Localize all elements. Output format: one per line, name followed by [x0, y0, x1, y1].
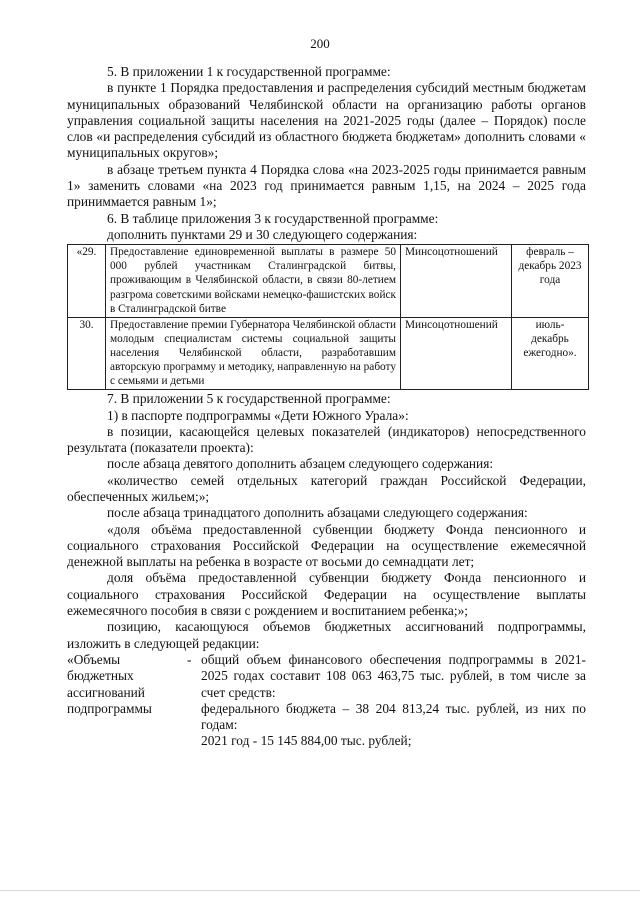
section-heading: 7. В приложении 5 к государственной программе:	[107, 391, 391, 407]
row-number: 30.	[68, 317, 106, 389]
row-description: Предоставление премии Губернатора Челябинской области молодым специалистам системы социальной защиты населения Челябинской области, разработавшим авторскую программу и методику, направленную на работу с семьями и детьми	[106, 317, 401, 389]
row-description: Предоставление единовременной выплаты в размере 50 000 рублей участникам Сталинградской битвы, проживающим в Челябинской области, в связи 80-летием разгрома советскими войсками немецко-фашистских войск в Сталинградской битве	[106, 245, 401, 317]
scan-edge-line	[0, 890, 640, 891]
financing-value	[201, 652, 586, 750]
financing-label-line: бюджетных	[67, 668, 134, 684]
financing-block	[67, 652, 586, 750]
financing-label-line: ассигнований	[67, 684, 145, 700]
financing-value-line: 2021 год - 15 145 884,00 тыс. рублей;	[201, 733, 412, 749]
row-number: «29.	[68, 245, 106, 317]
row-executor: Минсоцотношений	[401, 245, 512, 317]
financing-label-line: подпрограммы	[67, 700, 152, 716]
table-row	[68, 245, 589, 317]
financing-dash: -	[187, 651, 192, 667]
paragraph: «доля объёма предоставленной субвенции бюджету Фонда пенсионного и социального страхования Российской Федерации на осуществление ежемесячной денежной выплаты на ребенка в возрасте от восьми до семнадцати лет;	[67, 521, 586, 570]
paragraph: в пункте 1 Порядка предоставления и распределения субсидий местным бюджетам муниципальных образований Челябинской области на организацию работы органов управления социальной защиты населения на 2021-2025 годы (далее – Порядок) после слов «и распределения субсидий из областного бюджета бюджетам» дополнить словами « муниципальных округов»;	[67, 80, 586, 161]
page-number: 200	[310, 36, 330, 51]
row-term: июль- декабрь ежегодно».	[512, 317, 589, 389]
section-heading: 5. В приложении 1 к государственной программе:	[107, 64, 391, 79]
financing-value-line: федерального бюджета – 38 204 813,24 тыс. рублей, из них по годам:	[201, 700, 586, 733]
paragraph: дополнить пунктами 29 и 30 следующего содержания:	[107, 226, 418, 242]
paragraph: в абзаце третьем пункта 4 Порядка слова «на 2023-2025 годы принимается равным 1» заменить словами «на 2023 год принимается равным 1,15, на 2024 – 2025 года приниммается равным 1»;	[67, 161, 586, 210]
paragraph: в позиции, касающейся целевых показателей (индикаторов) непосредственного результата (показатели проекта):	[67, 423, 586, 456]
appendix-table	[67, 244, 589, 390]
financing-label-line: «Объемы	[67, 651, 121, 667]
paragraph: после абзаца девятого дополнить абзацем следующего содержания:	[107, 456, 494, 472]
financing-label	[67, 652, 187, 750]
paragraph: доля объёма предоставленной субвенции бюджету Фонда пенсионного и социального страхования Российской Федерации на осуществление выплаты ежемесячного пособия в связи с рождением и воспитанием ребенка;»;	[67, 570, 586, 619]
document-body	[67, 64, 586, 750]
financing-value-line: общий объем финансового обеспечения подпрограммы в 2021-2025 годах составит 108 063 463,75 тыс. рублей, в том числе за счет средств:	[201, 651, 586, 700]
row-executor: Минсоцотношений	[401, 317, 512, 389]
paragraph: после абзаца тринадцатого дополнить абзацами следующего содержания:	[107, 505, 528, 521]
row-term: февраль – декабрь 2023 года	[512, 245, 589, 317]
paragraph: 1) в паспорте подпрограммы «Дети Южного Урала»:	[107, 407, 409, 423]
section-heading: 6. В таблице приложения 3 к государственной программе:	[107, 210, 439, 226]
paragraph: позицию, касающуюся объемов бюджетных ассигнований подпрограммы, изложить в следующей редакции:	[67, 619, 586, 651]
table-row	[68, 317, 589, 389]
paragraph: «количество семей отдельных категорий граждан Российской Федерации, обеспеченных жильем;»;	[67, 472, 586, 504]
